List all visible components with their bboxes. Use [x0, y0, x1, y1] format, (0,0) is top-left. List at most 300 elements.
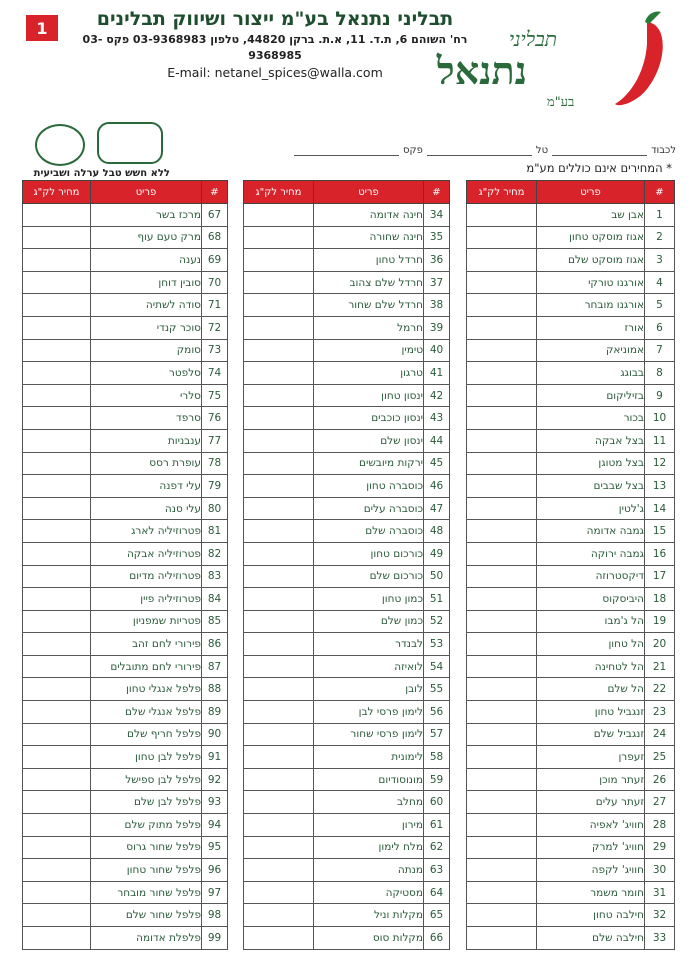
item-cell: פלפל אנגלי טחון: [91, 678, 202, 701]
row-number-cell: 8: [645, 362, 675, 385]
price-cell[interactable]: [244, 249, 314, 272]
item-cell: פלפל שחור גרוס: [91, 836, 202, 859]
price-cell[interactable]: [467, 271, 537, 294]
price-cell[interactable]: [467, 836, 537, 859]
table-row: [244, 520, 450, 543]
item-cell: אגוז מוסקט טחון: [537, 226, 645, 249]
table-row: [23, 746, 228, 769]
table-row: [23, 316, 228, 339]
row-number-cell: 45: [424, 452, 450, 475]
item-cell: חילבה שלם: [537, 927, 645, 950]
table-row: [467, 610, 675, 633]
row-number-cell: 40: [424, 339, 450, 362]
item-header: פריט: [537, 181, 645, 204]
price-cell[interactable]: [244, 768, 314, 791]
item-cell: זעתר מוכן: [537, 768, 645, 791]
price-cell[interactable]: [467, 339, 537, 362]
item-cell: טימין: [314, 339, 424, 362]
row-number-cell: 30: [645, 859, 675, 882]
price-cell[interactable]: [23, 859, 91, 882]
item-cell: מלח לימון: [314, 836, 424, 859]
price-cell[interactable]: [23, 249, 91, 272]
table-row: [244, 407, 450, 430]
table-row: [467, 588, 675, 611]
table-row: [23, 452, 228, 475]
table-row: [244, 542, 450, 565]
price-table-2: [243, 180, 450, 950]
num-header: #: [645, 181, 675, 204]
table-row: [23, 429, 228, 452]
item-cell: עלי דפנה: [91, 475, 202, 498]
num-header: #: [424, 181, 450, 204]
row-number-cell: 68: [202, 226, 228, 249]
item-cell: חינה אדומה: [314, 204, 424, 227]
item-cell: מונוסודיום: [314, 768, 424, 791]
item-cell: פלפל חריף שלם: [91, 723, 202, 746]
item-cell: טרגון: [314, 362, 424, 385]
item-cell: לובן: [314, 678, 424, 701]
price-cell[interactable]: [467, 204, 537, 227]
row-number-cell: 28: [645, 814, 675, 837]
price-cell[interactable]: [244, 723, 314, 746]
item-cell: חוויג' לקפה: [537, 859, 645, 882]
item-cell: חרדל שלם שחור: [314, 294, 424, 317]
row-number-cell: 58: [424, 746, 450, 769]
price-cell[interactable]: [467, 723, 537, 746]
price-cell[interactable]: [23, 927, 91, 950]
price-cell[interactable]: [467, 927, 537, 950]
price-cell[interactable]: [467, 881, 537, 904]
item-cell: סלפטר: [91, 362, 202, 385]
item-cell: כורכום טחון: [314, 542, 424, 565]
row-number-cell: 63: [424, 859, 450, 882]
price-cell[interactable]: [244, 588, 314, 611]
price-header: מחיר לק"ג: [467, 181, 537, 204]
price-cell[interactable]: [23, 701, 91, 724]
price-cell[interactable]: [467, 859, 537, 882]
row-number-cell: 59: [424, 768, 450, 791]
price-cell[interactable]: [23, 226, 91, 249]
price-cell[interactable]: [467, 226, 537, 249]
price-table-3: [22, 180, 228, 950]
price-cell[interactable]: [23, 542, 91, 565]
table-row: [244, 836, 450, 859]
price-cell[interactable]: [23, 316, 91, 339]
row-number-cell: 32: [645, 904, 675, 927]
row-number-cell: 87: [202, 655, 228, 678]
row-number-cell: 16: [645, 542, 675, 565]
row-number-cell: 50: [424, 565, 450, 588]
price-cell[interactable]: [467, 746, 537, 769]
item-cell: סומק: [91, 339, 202, 362]
price-cell[interactable]: [23, 407, 91, 430]
price-cell[interactable]: [23, 881, 91, 904]
table-row: [23, 678, 228, 701]
item-cell: סוכר קנדי: [91, 316, 202, 339]
price-cell[interactable]: [244, 904, 314, 927]
price-cell[interactable]: [23, 633, 91, 656]
item-cell: כוסברה עלים: [314, 497, 424, 520]
item-cell: ינסון כוכבים: [314, 407, 424, 430]
row-number-cell: 10: [645, 407, 675, 430]
row-number-cell: 7: [645, 339, 675, 362]
table-row: [23, 362, 228, 385]
row-number-cell: 11: [645, 429, 675, 452]
price-cell[interactable]: [467, 633, 537, 656]
row-number-cell: 41: [424, 362, 450, 385]
table-row: [467, 384, 675, 407]
item-cell: מירון: [314, 814, 424, 837]
row-number-cell: 57: [424, 723, 450, 746]
num-header: #: [202, 181, 228, 204]
item-cell: בצל אבקה: [537, 429, 645, 452]
item-cell: פלפל לבן שלם: [91, 791, 202, 814]
item-cell: עופרת רסס: [91, 452, 202, 475]
price-cell[interactable]: [244, 271, 314, 294]
price-cell[interactable]: [244, 836, 314, 859]
item-cell: מסטיקה: [314, 881, 424, 904]
price-cell[interactable]: [467, 565, 537, 588]
item-cell: פירורי לחם מתובלים: [91, 655, 202, 678]
price-cell[interactable]: [244, 814, 314, 837]
table-row: [23, 271, 228, 294]
price-cell[interactable]: [23, 723, 91, 746]
table-row: [23, 588, 228, 611]
item-cell: ינסון טחון: [314, 384, 424, 407]
table-row: [244, 249, 450, 272]
fax-field[interactable]: [294, 145, 399, 156]
price-cell[interactable]: [467, 814, 537, 837]
table-row: [23, 927, 228, 950]
table-row: [467, 362, 675, 385]
price-cell[interactable]: [244, 565, 314, 588]
price-cell[interactable]: [244, 791, 314, 814]
table-row: [244, 497, 450, 520]
table-row: [244, 204, 450, 227]
item-cell: נענה: [91, 249, 202, 272]
table-row: [467, 768, 675, 791]
item-cell: עלי סנה: [91, 497, 202, 520]
price-cell[interactable]: [23, 814, 91, 837]
table-row: [467, 814, 675, 837]
table-row: [244, 723, 450, 746]
price-cell[interactable]: [244, 316, 314, 339]
price-cell[interactable]: [23, 452, 91, 475]
price-cell[interactable]: [23, 204, 91, 227]
to-field[interactable]: [552, 145, 647, 156]
price-cell[interactable]: [467, 701, 537, 724]
price-cell[interactable]: [244, 859, 314, 882]
price-cell[interactable]: [23, 429, 91, 452]
row-number-cell: 51: [424, 588, 450, 611]
row-number-cell: 27: [645, 791, 675, 814]
item-cell: לימונית: [314, 746, 424, 769]
table-row: [244, 384, 450, 407]
row-number-cell: 88: [202, 678, 228, 701]
price-cell[interactable]: [467, 452, 537, 475]
table-row: [467, 859, 675, 882]
price-cell[interactable]: [23, 339, 91, 362]
table-row: [467, 271, 675, 294]
table-row: [467, 497, 675, 520]
item-header: פריט: [314, 181, 424, 204]
item-cell: כוסברה טחון: [314, 475, 424, 498]
row-number-cell: 35: [424, 226, 450, 249]
price-cell[interactable]: [23, 362, 91, 385]
price-cell[interactable]: [23, 475, 91, 498]
price-cell[interactable]: [23, 836, 91, 859]
row-number-cell: 15: [645, 520, 675, 543]
row-number-cell: 82: [202, 542, 228, 565]
price-cell[interactable]: [23, 565, 91, 588]
table-row: [244, 226, 450, 249]
item-cell: גמבה אדומה: [537, 520, 645, 543]
price-cell[interactable]: [467, 294, 537, 317]
price-cell[interactable]: [467, 520, 537, 543]
price-cell[interactable]: [244, 452, 314, 475]
row-number-cell: 70: [202, 271, 228, 294]
item-cell: פלפל מתוק שלם: [91, 814, 202, 837]
item-cell: מרק טעם עוף: [91, 226, 202, 249]
table-row: [467, 316, 675, 339]
row-number-cell: 5: [645, 294, 675, 317]
price-cell[interactable]: [467, 475, 537, 498]
item-cell: בכור: [537, 407, 645, 430]
item-cell: כמון טחון: [314, 588, 424, 611]
kosher-note: ללא חשש טבל ערלה ושביעית: [33, 168, 170, 179]
price-cell[interactable]: [23, 791, 91, 814]
price-cell[interactable]: [467, 316, 537, 339]
price-cell[interactable]: [467, 362, 537, 385]
price-cell[interactable]: [23, 655, 91, 678]
price-cell[interactable]: [467, 904, 537, 927]
table-row: [23, 542, 228, 565]
row-number-cell: 74: [202, 362, 228, 385]
table-row: [23, 384, 228, 407]
price-cell[interactable]: [244, 294, 314, 317]
row-number-cell: 97: [202, 881, 228, 904]
price-cell[interactable]: [467, 678, 537, 701]
phone-field[interactable]: [427, 145, 532, 156]
row-number-cell: 24: [645, 723, 675, 746]
table-row: [244, 633, 450, 656]
to-label: לכבוד: [651, 145, 676, 156]
row-number-cell: 6: [645, 316, 675, 339]
row-number-cell: 56: [424, 701, 450, 724]
item-cell: זעתר עלים: [537, 791, 645, 814]
price-cell[interactable]: [467, 497, 537, 520]
company-address: רח' השוהם 6, ת.ד. 11, א.ת. ברקן 44820, טלפון 03-9368983 פקס 03-9368985: [82, 33, 468, 62]
table-row: [23, 791, 228, 814]
price-cell[interactable]: [23, 610, 91, 633]
price-cell[interactable]: [244, 655, 314, 678]
price-cell[interactable]: [23, 678, 91, 701]
table-row: [244, 588, 450, 611]
price-cell[interactable]: [244, 429, 314, 452]
price-cell[interactable]: [244, 339, 314, 362]
table-row: [244, 271, 450, 294]
price-cell[interactable]: [467, 768, 537, 791]
item-cell: כוסברה שלם: [314, 520, 424, 543]
price-cell[interactable]: [467, 249, 537, 272]
price-cell[interactable]: [244, 475, 314, 498]
row-number-cell: 53: [424, 633, 450, 656]
row-number-cell: 44: [424, 429, 450, 452]
price-cell[interactable]: [467, 429, 537, 452]
item-cell: זנגביל טחון: [537, 701, 645, 724]
item-cell: אורגנו טורקי: [537, 271, 645, 294]
table-row: [23, 339, 228, 362]
price-cell[interactable]: [244, 520, 314, 543]
item-cell: בצל שבבים: [537, 475, 645, 498]
price-header: מחיר לק"ג: [23, 181, 91, 204]
price-table-1: [466, 180, 675, 950]
table-row: [23, 633, 228, 656]
table-row: [467, 204, 675, 227]
price-cell[interactable]: [244, 204, 314, 227]
table-row: [244, 814, 450, 837]
price-cell[interactable]: [244, 362, 314, 385]
price-cell[interactable]: [244, 407, 314, 430]
price-cell[interactable]: [244, 633, 314, 656]
company-name: תבליני נתנאל בע"מ ייצור ושיווק תבלינים: [96, 8, 454, 30]
table-row: [244, 678, 450, 701]
price-cell[interactable]: [467, 610, 537, 633]
price-cell[interactable]: [244, 497, 314, 520]
table-row: [23, 407, 228, 430]
row-number-cell: 96: [202, 859, 228, 882]
row-number-cell: 90: [202, 723, 228, 746]
item-cell: הל לטחינה: [537, 655, 645, 678]
price-cell[interactable]: [23, 294, 91, 317]
table-row: [244, 859, 450, 882]
table-row: [467, 791, 675, 814]
item-cell: בצל מטוגן: [537, 452, 645, 475]
price-cell[interactable]: [23, 588, 91, 611]
kosher-seal: [35, 124, 85, 166]
row-number-cell: 21: [645, 655, 675, 678]
item-cell: מחלב: [314, 791, 424, 814]
row-number-cell: 9: [645, 384, 675, 407]
price-cell[interactable]: [467, 384, 537, 407]
price-cell[interactable]: [467, 407, 537, 430]
row-number-cell: 54: [424, 655, 450, 678]
row-number-cell: 39: [424, 316, 450, 339]
price-cell[interactable]: [23, 520, 91, 543]
price-cell[interactable]: [23, 746, 91, 769]
table-row: [244, 791, 450, 814]
item-cell: סובין דוחן: [91, 271, 202, 294]
item-cell: זעפרן: [537, 746, 645, 769]
price-cell[interactable]: [467, 588, 537, 611]
price-cell[interactable]: [244, 384, 314, 407]
price-cell[interactable]: [244, 226, 314, 249]
table-row: [23, 859, 228, 882]
item-cell: מנתה: [314, 859, 424, 882]
item-cell: חומר משמר: [537, 881, 645, 904]
table-row: [467, 678, 675, 701]
table-row: [244, 316, 450, 339]
fax-label: פקס: [403, 145, 423, 156]
row-number-cell: 38: [424, 294, 450, 317]
row-number-cell: 3: [645, 249, 675, 272]
price-cell[interactable]: [23, 904, 91, 927]
item-cell: פטרוזיליה מדיום: [91, 565, 202, 588]
price-cell[interactable]: [244, 678, 314, 701]
row-number-cell: 25: [645, 746, 675, 769]
row-number-cell: 52: [424, 610, 450, 633]
row-number-cell: 83: [202, 565, 228, 588]
table-row: [244, 746, 450, 769]
row-number-cell: 20: [645, 633, 675, 656]
price-cell[interactable]: [23, 768, 91, 791]
table-row: [23, 814, 228, 837]
price-cell[interactable]: [244, 881, 314, 904]
table-row: [244, 475, 450, 498]
price-cell[interactable]: [244, 701, 314, 724]
price-cell[interactable]: [23, 497, 91, 520]
item-cell: סלרי: [91, 384, 202, 407]
price-cell[interactable]: [467, 655, 537, 678]
row-number-cell: 47: [424, 497, 450, 520]
price-cell[interactable]: [23, 384, 91, 407]
table-row: [23, 249, 228, 272]
table-row: [467, 520, 675, 543]
row-number-cell: 55: [424, 678, 450, 701]
item-cell: פטרוזיליה אבקה: [91, 542, 202, 565]
item-cell: סרפד: [91, 407, 202, 430]
item-cell: ינסון שלם: [314, 429, 424, 452]
table-row: [467, 542, 675, 565]
price-cell[interactable]: [467, 542, 537, 565]
row-number-cell: 18: [645, 588, 675, 611]
svg-text:בע"מ: בע"מ: [547, 95, 575, 110]
row-number-cell: 2: [645, 226, 675, 249]
table-row: [23, 768, 228, 791]
table-row: [467, 633, 675, 656]
row-number-cell: 13: [645, 475, 675, 498]
table-row: [467, 226, 675, 249]
row-number-cell: 76: [202, 407, 228, 430]
item-cell: הל שלם: [537, 678, 645, 701]
table-row: [23, 610, 228, 633]
row-number-cell: 81: [202, 520, 228, 543]
item-cell: חרדל שלם צהוב: [314, 271, 424, 294]
row-number-cell: 99: [202, 927, 228, 950]
row-number-cell: 29: [645, 836, 675, 859]
price-cell[interactable]: [244, 610, 314, 633]
price-cell[interactable]: [244, 927, 314, 950]
row-number-cell: 91: [202, 746, 228, 769]
table-row: [244, 565, 450, 588]
phone-label: טל: [535, 145, 549, 156]
row-number-cell: 85: [202, 610, 228, 633]
price-cell[interactable]: [467, 791, 537, 814]
price-cell[interactable]: [244, 746, 314, 769]
item-cell: בבוגג: [537, 362, 645, 385]
row-number-cell: 33: [645, 927, 675, 950]
price-cell[interactable]: [23, 271, 91, 294]
row-number-cell: 98: [202, 904, 228, 927]
item-cell: אבן שב: [537, 204, 645, 227]
item-cell: לואיזה: [314, 655, 424, 678]
table-row: [23, 701, 228, 724]
table-row: [23, 204, 228, 227]
table-row: [467, 407, 675, 430]
table-row: [23, 655, 228, 678]
item-cell: זנגביל שלם: [537, 723, 645, 746]
price-cell[interactable]: [244, 542, 314, 565]
